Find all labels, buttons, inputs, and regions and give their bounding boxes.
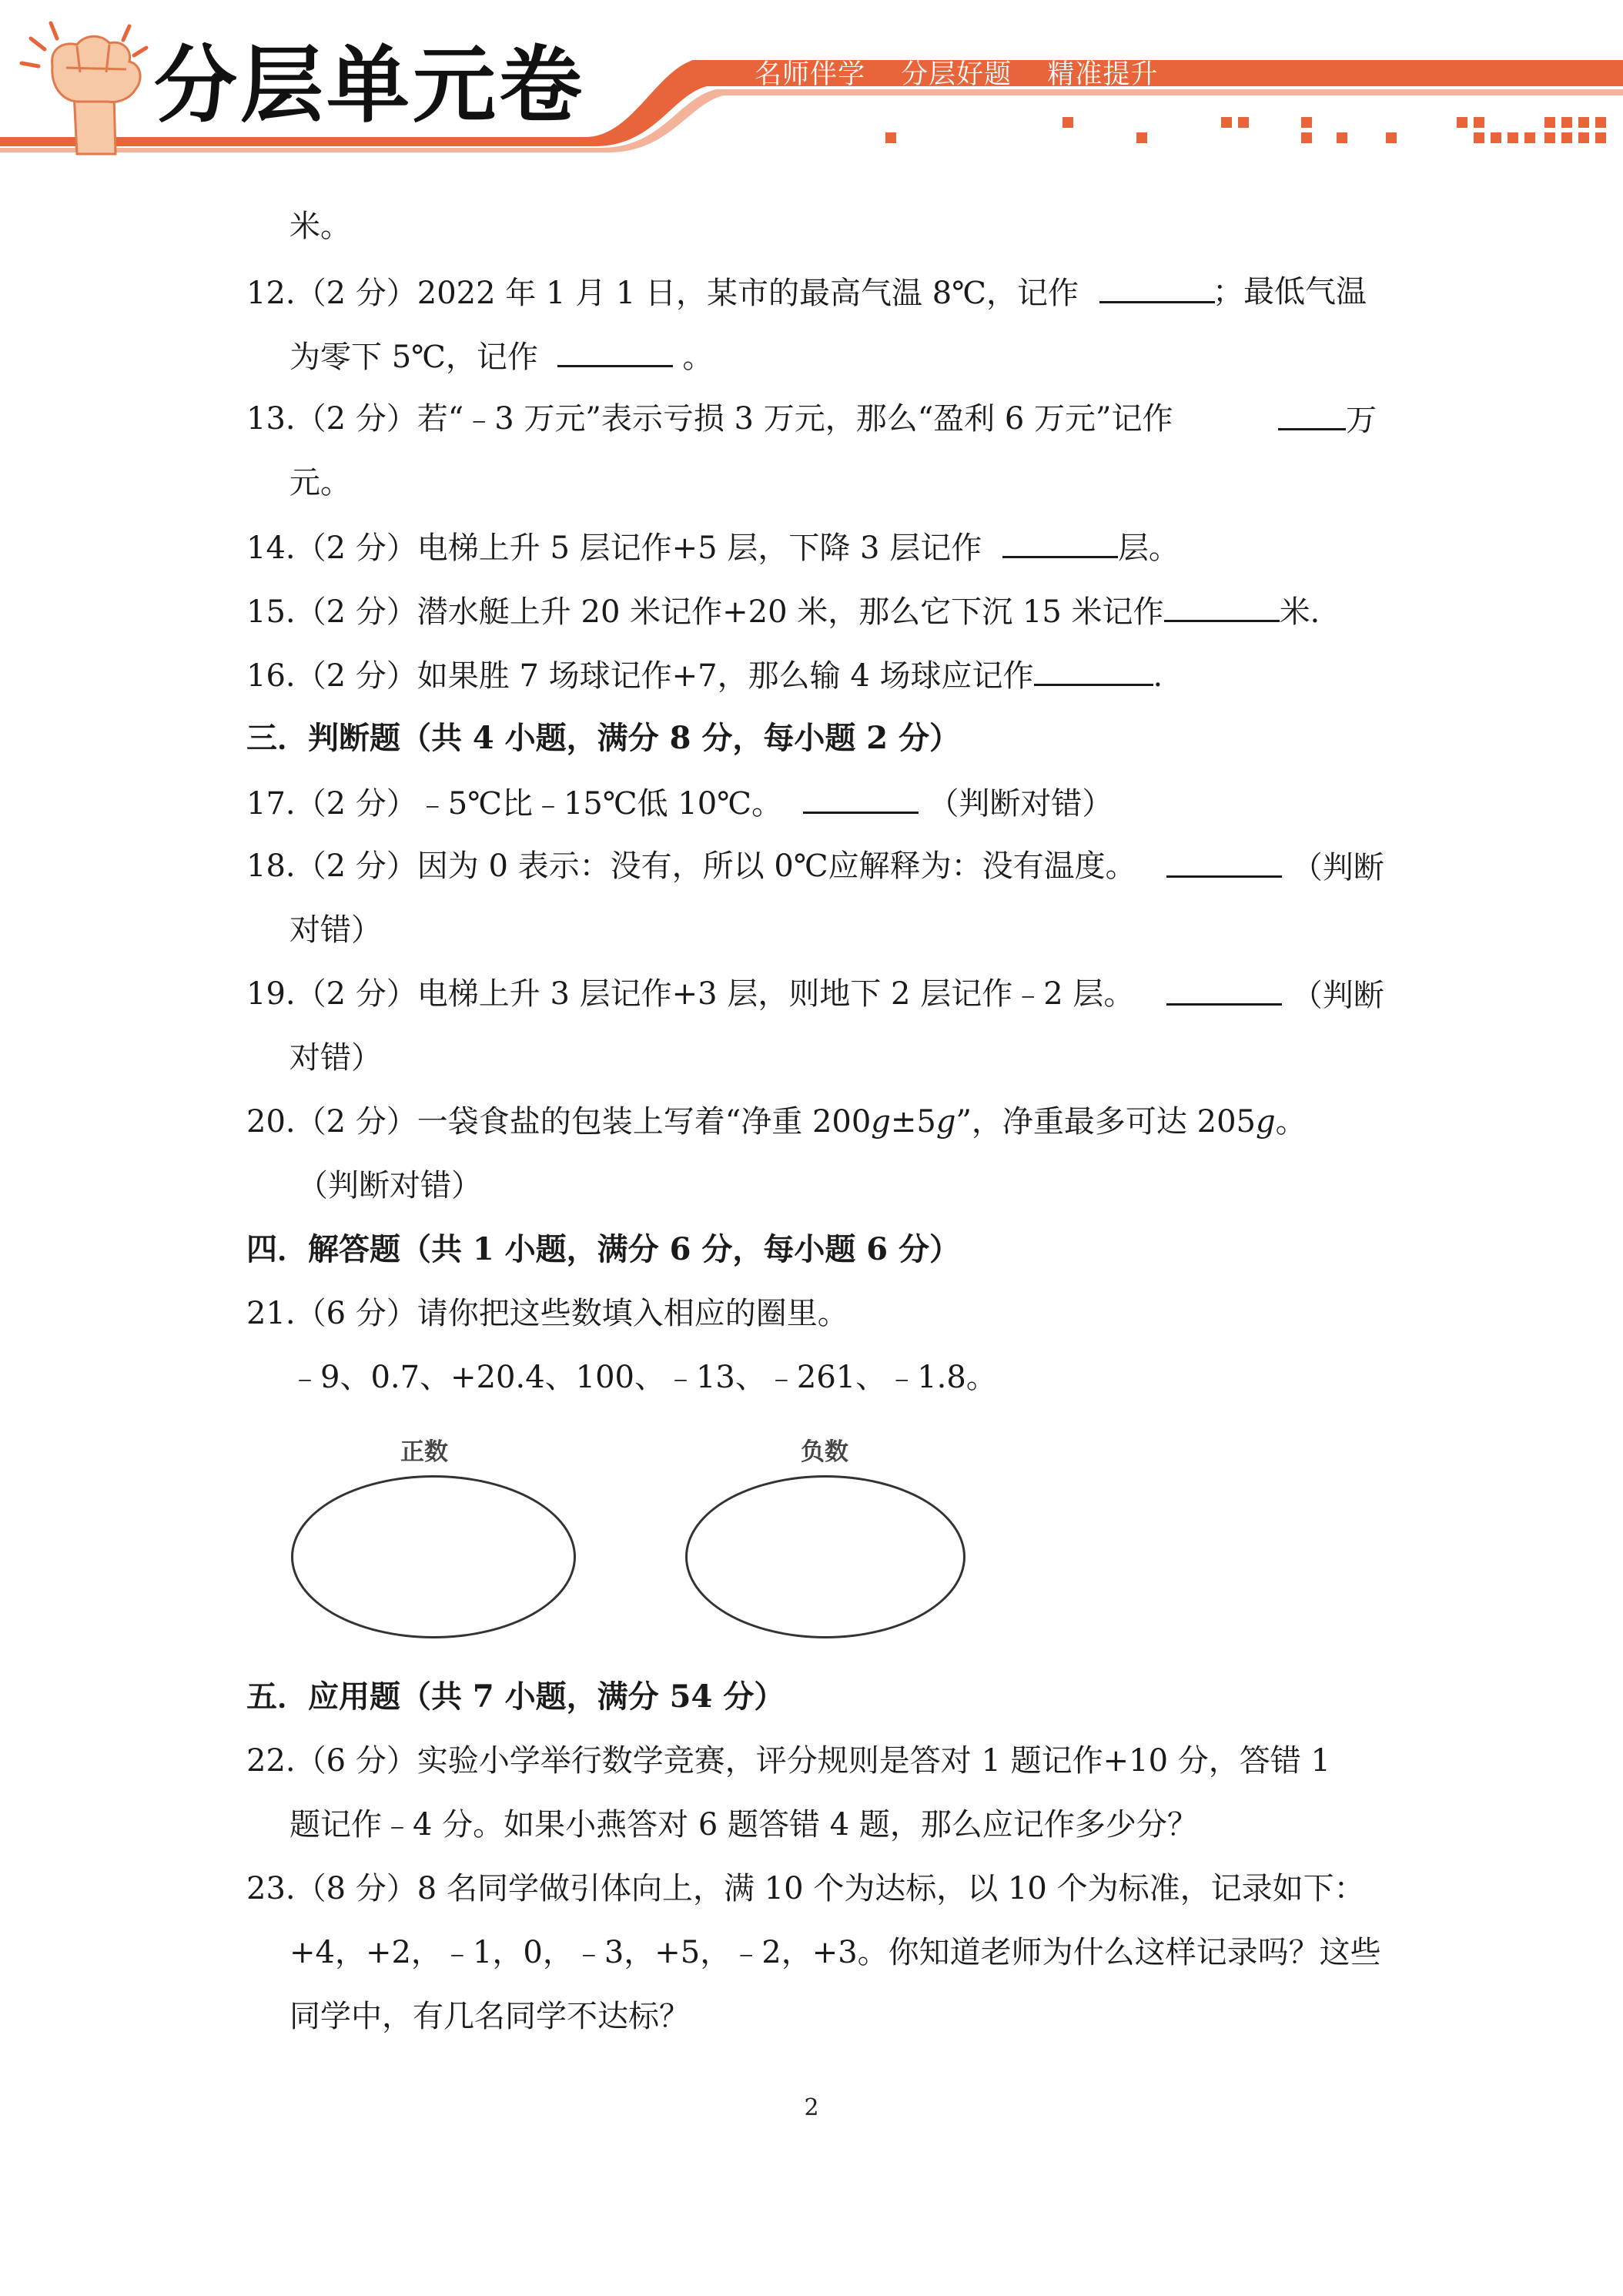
q15-text: 15.（2 分）潜水艇上升 20 米记作+20 米，那么它下沉 15 米记作: [246, 594, 1164, 630]
q20-unit-g: g: [1256, 1104, 1276, 1140]
positive-oval-label: 正数: [400, 1438, 448, 1466]
slogan-bar: [755, 59, 1184, 90]
q19-text: 19.（2 分）电梯上升 3 层记作+3 层，则地下 2 层记作﹣2 层。: [246, 976, 1135, 1012]
question-12-line2: [289, 337, 713, 376]
q12-tail: ；最低气温: [1213, 274, 1367, 310]
answer-blank[interactable]: [803, 784, 919, 814]
section-3-heading: 三．判断题（共 4 小题，满分 8 分，每小题 2 分）: [246, 720, 961, 756]
question-20: [246, 1103, 1307, 1140]
q18-hint: （判断: [1291, 850, 1384, 885]
q19-hint: （判断: [1291, 978, 1384, 1013]
slogan-2: 分层好题: [901, 59, 1012, 90]
negative-numbers-oval[interactable]: [685, 1475, 965, 1638]
slogan-1: 名师伴学: [755, 59, 866, 90]
question-23: 23.（8 分）8 名同学做引体向上，满 10 个为达标，以 10 个为标准，记录如下：: [246, 1871, 1365, 1906]
q20-line2: （判断对错）: [297, 1168, 482, 1203]
question-19: [246, 976, 1134, 1012]
q20-text: 20.（2 分）一袋食盐的包装上写着“净重 200: [246, 1104, 872, 1140]
question-18: [246, 848, 1136, 885]
question-12: [246, 273, 1215, 312]
positive-numbers-oval[interactable]: [291, 1475, 576, 1638]
answer-blank[interactable]: [1164, 592, 1280, 622]
q22-line2: 题记作﹣4 分。如果小燕答对 6 题答错 4 题，那么应记作多少分？: [289, 1807, 1198, 1842]
question-15: [246, 592, 1320, 631]
answer-blank[interactable]: [1278, 400, 1346, 430]
q12-text2: 为零下 5℃，记作: [289, 340, 538, 375]
q13-text: 13.（2 分）若“﹣3 万元”表示亏损 3 万元，那么“盈利 6 万元”记作: [246, 401, 1173, 437]
answer-blank[interactable]: [557, 337, 673, 367]
answer-blank[interactable]: [1099, 273, 1215, 303]
question-14: [246, 528, 1180, 567]
section-5-heading: 五．应用题（共 7 小题，满分 54 分）: [246, 1678, 785, 1715]
q23-line2: +4，+2，﹣1，0，﹣3，+5，﹣2，+3。你知道老师为什么这样记录吗？这些: [289, 1935, 1381, 1970]
q11-continuation: 米。: [289, 209, 351, 244]
question-22: 22.（6 分）实验小学举行数学竞赛，评分规则是答对 1 题记作+10 分，答错 1: [246, 1743, 1330, 1779]
q18-text: 18.（2 分）因为 0 表示：没有，所以 0℃应解释为：没有温度。: [246, 848, 1136, 884]
negative-oval-label: 负数: [801, 1438, 848, 1466]
q19-line2: 对错）: [289, 1040, 382, 1076]
question-13: [246, 400, 1173, 437]
fist-icon: [22, 23, 146, 154]
q16-text: 16.（2 分）如果胜 7 场球记作+7，那么输 4 场球应记作: [246, 658, 1034, 694]
q13-line2: 元。: [289, 465, 351, 500]
page-header: [0, 0, 1623, 177]
q14-text: 14.（2 分）电梯上升 5 层记作+5 层，下降 3 层记作: [246, 530, 982, 566]
slogan-3: 精准提升: [1047, 59, 1159, 90]
q21-numbers: ﹣9、0.7、+20.4、100、﹣13、﹣261、﹣1.8。: [289, 1360, 997, 1395]
q16-end: .: [1153, 658, 1163, 694]
q18-tail: [1166, 848, 1384, 886]
answer-blank[interactable]: [1166, 976, 1282, 1006]
q20-tolerance: ±5: [890, 1104, 936, 1140]
q19-tail: [1166, 976, 1384, 1014]
answer-blank[interactable]: [1034, 656, 1153, 686]
q20-text2: ”，净重最多可达 205: [955, 1104, 1256, 1140]
q14-unit: 层。: [1117, 530, 1180, 566]
q15-unit: 米.: [1279, 594, 1320, 630]
page-number: 2: [804, 2094, 819, 2121]
q20-unit-g: g: [871, 1104, 891, 1140]
question-16: [246, 656, 1163, 694]
q13-tail: [1278, 400, 1377, 439]
q17-hint: （判断对错）: [928, 786, 1113, 822]
q12-text: 12.（2 分）2022 年 1 月 1 日，某市的最高气温 8℃，记作: [246, 276, 1079, 311]
q20-unit-g: g: [935, 1104, 956, 1140]
q12-end: 。: [682, 340, 714, 375]
section-4-heading: 四．解答题（共 1 小题，满分 6 分，每小题 6 分）: [246, 1231, 961, 1267]
question-21: 21.（6 分）请你把这些数填入相应的圈里。: [246, 1296, 848, 1331]
q20-end: 。: [1275, 1104, 1307, 1140]
q23-line3: 同学中，有几名同学不达标？: [289, 1999, 690, 2034]
answer-blank[interactable]: [1002, 528, 1118, 558]
answer-blank[interactable]: [1166, 848, 1282, 878]
q18-line2: 对错）: [289, 912, 382, 948]
question-17: [246, 784, 1113, 822]
q17-text: 17.（2 分）﹣5℃比﹣15℃低 10℃。: [246, 786, 782, 822]
brand-title: 分层单元卷: [154, 38, 586, 134]
q13-unit: 万: [1346, 403, 1377, 438]
